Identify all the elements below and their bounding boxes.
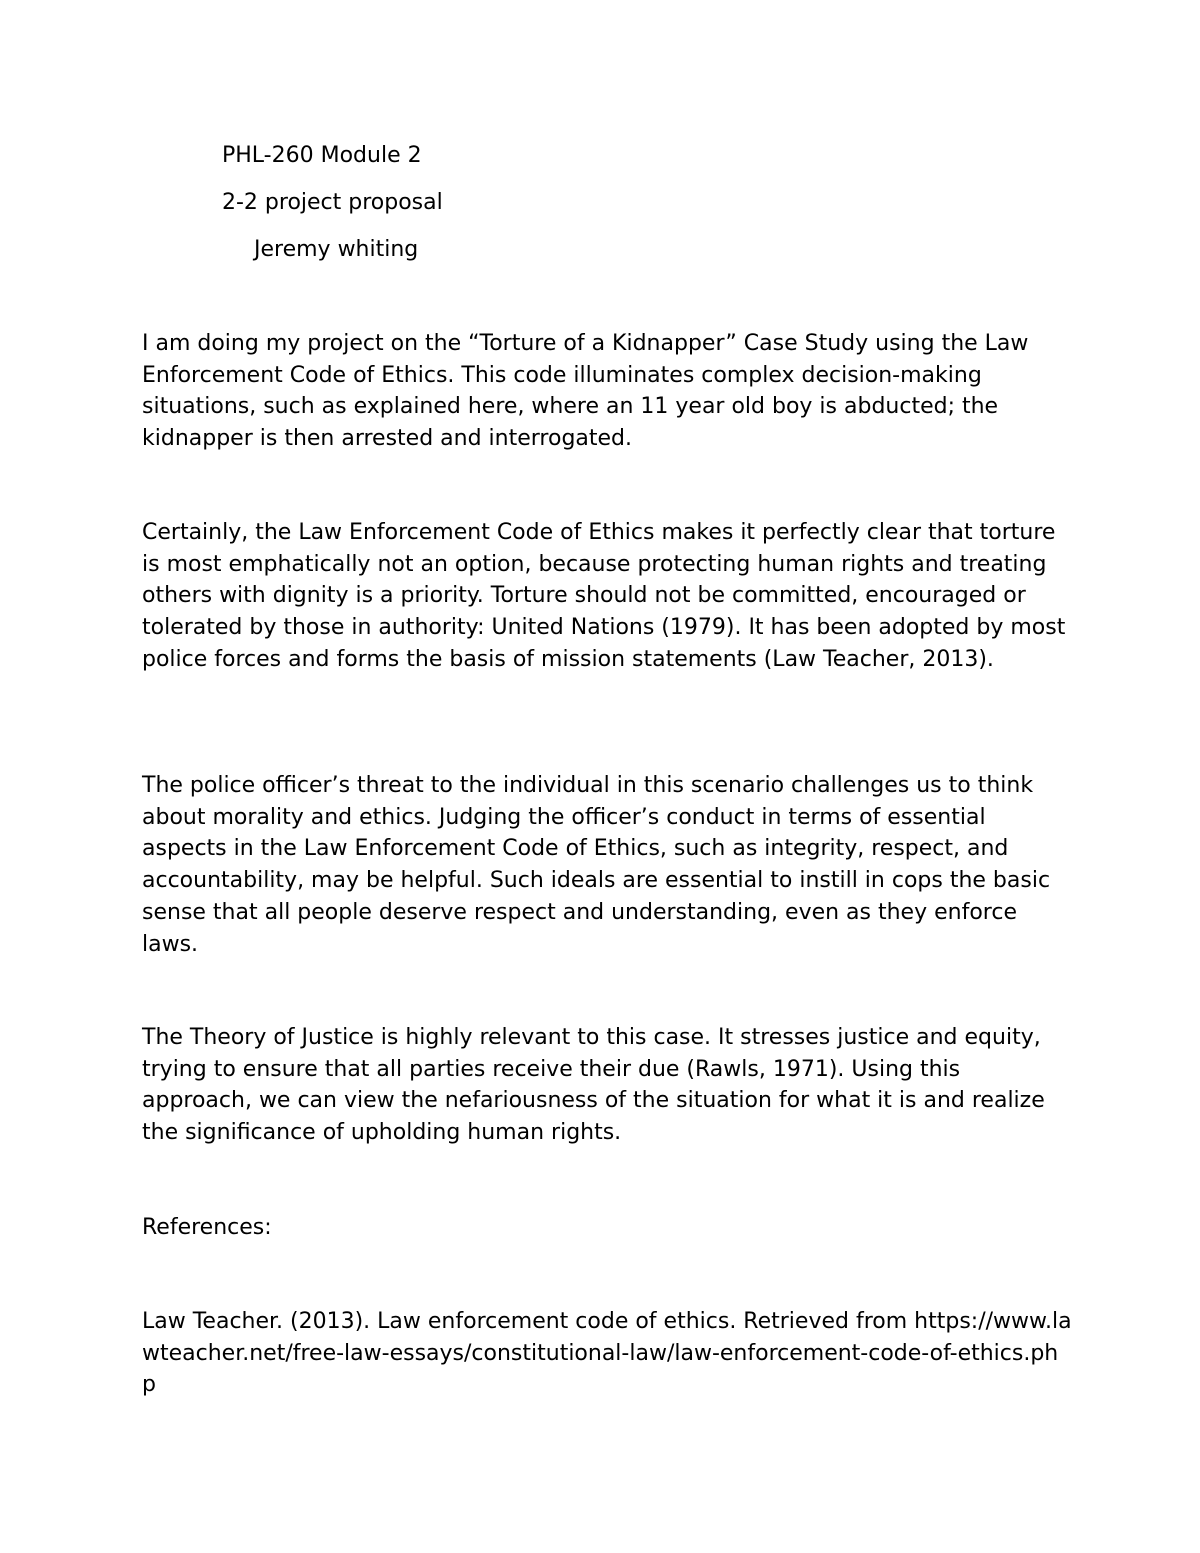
reference-url: https://www.lawteacher.net/free-law-essays/constitutional-law/law-enforcement-code-of-ethics.php (142, 1309, 1072, 1398)
body-paragraph-4: The Theory of Justice is highly relevant to this case. It stresses justice and equity, trying to ensure that all parties receive their due (Rawls, 1971). Using this approach, we can view the nefariousness of the situation for what it is and realize the significance of upholding human rights. (142, 1025, 1045, 1146)
assignment-title: 2-2 project proposal (222, 190, 443, 215)
body-paragraph-2: Certainly, the Law Enforcement Code of Ethics makes it perfectly clear that torture is most emphatically not an option, because protecting human rights and treating others with dignity is a priority. Torture should not be committed, encouraged or tolerated by those in authority: United Nations (1979). It has been adopted by most police forces and forms the basis of mission statements (Law Teacher, 2013). (142, 520, 1066, 672)
body-paragraph-3: The police officer’s threat to the individual in this scenario challenges us to think about morality and ethics. Judging the officer’s conduct in terms of essential aspects in the Law Enforcement Code of Ethics, such as integrity, respect, and accountability, may be helpful. Such ideals are essential to instill in cops the basic sense that all people deserve respect and understanding, even as they enforce laws. (142, 773, 1051, 957)
body-paragraph-1: I am doing my project on the “Torture of a Kidnapper” Case Study using the Law Enforcement Code of Ethics. This code illuminates complex decision-making situations, such as explained here, where an 11 year old boy is abducted; the kidnapper is then arrested and interrogated. (142, 331, 1029, 452)
course-title: PHL-260 Module 2 (222, 143, 422, 168)
author-name: Jeremy whiting (254, 237, 419, 262)
reference-citation: Law Teacher. (2013). Law enforcement code of ethics. Retrieved from (142, 1309, 908, 1334)
reference-entry (142, 1306, 1072, 1401)
references-heading: References: (142, 1215, 272, 1240)
